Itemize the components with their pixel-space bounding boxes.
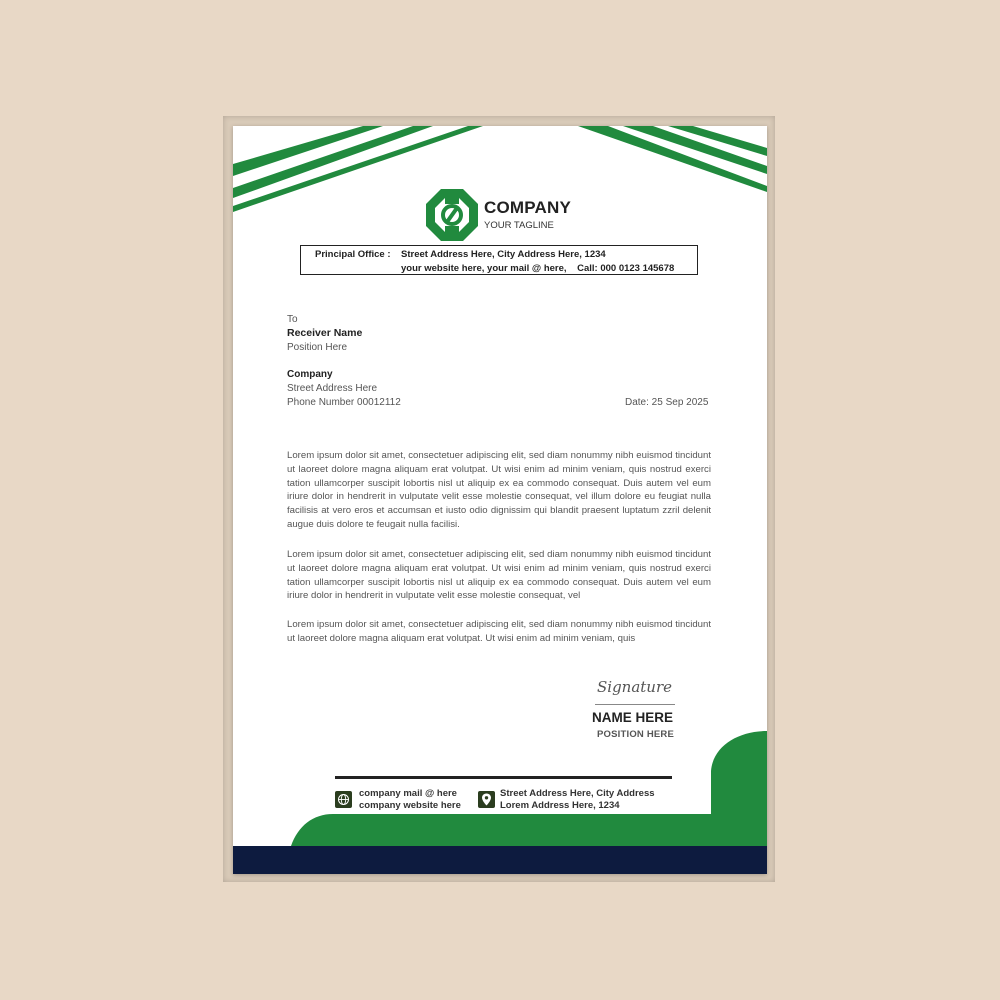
company-name: COMPANY (484, 198, 572, 217)
location-pin-icon (478, 791, 495, 808)
body-paragraph: Lorem ipsum dolor sit amet, consectetuer adipiscing elit, sed diam nonummy nibh euismod tincidunt ut laoreet dolore magna aliquam erat volutpat. Ut wisi enim ad minim veniam, quis (287, 619, 711, 644)
octagon-logo-icon (425, 188, 479, 242)
receiver-phone: Phone Number 00012112 (287, 397, 401, 408)
signer-name: NAME HERE (592, 710, 674, 725)
body-paragraph: Lorem ipsum dolor sit amet, consectetuer adipiscing elit, sed diam nonummy nibh euismod tincidunt ut laoreet dolore magna aliquam erat volutpat. Ut wisi enim ad minim veniam, quis nostrud exerci tation ullamcorper suscipit lobortis nisl ut aliquip ex ea commodo consequat. Duis autem vel eum iriure dolor in hendrerit in vulputate velit esse molestie consequat, vel (287, 549, 711, 602)
receiver-street: Street Address Here (287, 383, 378, 394)
office-contact-line: your website here, your mail @ here, Call: 000 0123 145678 (401, 263, 675, 274)
office-label: Principal Office : (315, 249, 391, 260)
company-logo (425, 188, 479, 247)
signature-script: Signature (597, 678, 673, 696)
footer-address-line1: Street Address Here, City Address (500, 788, 655, 799)
receiver-name: Receiver Name (287, 327, 363, 339)
receiver-company: Company (287, 369, 333, 380)
footer-mail: company mail @ here (359, 788, 457, 799)
signer-position: POSITION HERE (597, 729, 675, 740)
signature-line (595, 704, 675, 705)
office-address-line: Street Address Here, City Address Here, 1234 (401, 249, 606, 260)
footer-website: company website here (359, 800, 461, 811)
footer-address-line2: Lorem Address Here, 1234 (500, 800, 620, 811)
letter-date: Date: 25 Sep 2025 (625, 397, 709, 408)
bottom-navy-bar (233, 846, 767, 874)
globe-icon (335, 791, 352, 808)
body-paragraph: Lorem ipsum dolor sit amet, consectetuer adipiscing elit, sed diam nonummy nibh euismod tincidunt ut laoreet dolore magna aliquam erat volutpat. Ut wisi enim ad minim veniam, quis nostrud exerci tation ullamcorper suscipit lobortis nisl ut aliquip ex ea commodo consequat. Duis autem vel eum iriure dolor in hendrerit in vulputate velit esse molestie consequat, vel illum dolore eu feugiat nulla facilisis at vero eros et accumsan et iusto odio dignissim qui blandit praesent luptatum zzril delenit augue duis dolore te feugait nulla facilisi. (287, 450, 711, 530)
receiver-position: Position Here (287, 342, 348, 353)
letterhead-sheet (233, 126, 767, 874)
to-label: To (287, 314, 298, 325)
company-tagline: YOUR TAGLINE (484, 220, 554, 231)
footer-divider (335, 776, 672, 779)
principal-office-box (300, 245, 698, 275)
